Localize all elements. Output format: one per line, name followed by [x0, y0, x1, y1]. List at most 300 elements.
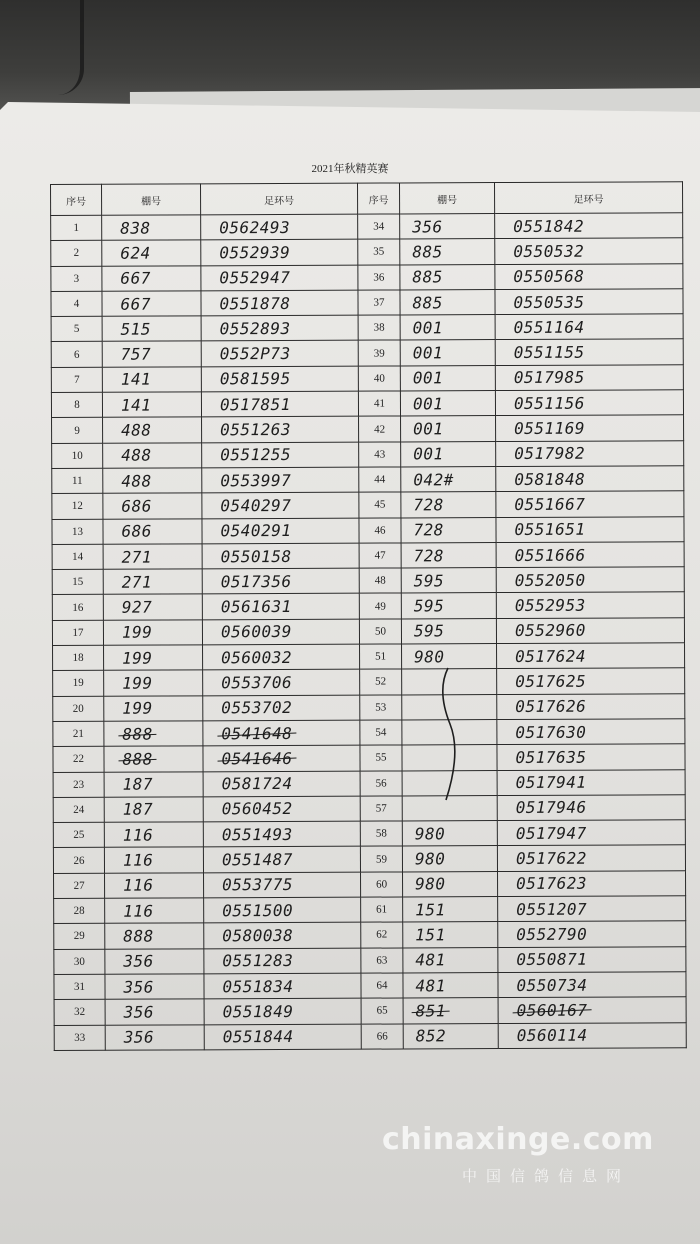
- cable: [58, 0, 84, 95]
- seq-cell-value: 50: [374, 625, 386, 638]
- seq-cell-value: 36: [373, 271, 385, 284]
- loft-cell: [401, 618, 496, 644]
- page-title: 2021年秋精英赛: [311, 163, 389, 175]
- seq-cell: [51, 367, 102, 393]
- seq-cell-value: 5: [73, 323, 80, 336]
- loft-cell: [401, 593, 496, 619]
- ring-cell: [496, 592, 684, 618]
- table-row: [53, 693, 685, 721]
- loft-cell-value: 488: [121, 445, 152, 466]
- ring-cell: [497, 820, 685, 846]
- seq-cell: [358, 340, 400, 365]
- seq-cell-value: 4: [73, 297, 80, 310]
- seq-cell: [358, 315, 400, 340]
- seq-cell: [53, 797, 104, 823]
- ring-cell-value: 0517851: [219, 394, 291, 414]
- seq-cell: [52, 494, 103, 520]
- loft-cell-value: 141: [120, 369, 152, 390]
- loft-cell: [104, 695, 203, 721]
- seq-cell: [360, 745, 402, 770]
- loft-cell-value: 885: [412, 292, 443, 312]
- seq-cell-value: 38: [373, 321, 385, 334]
- seq-cell: [54, 924, 105, 950]
- ring-cell-value: 0581595: [219, 369, 291, 389]
- ring-cell-value: 0517985: [513, 368, 585, 388]
- seq-cell-value: 35: [373, 245, 385, 259]
- loft-cell-value: 851: [415, 1001, 447, 1021]
- table-row: [54, 946, 686, 974]
- seq-cell: [53, 747, 104, 773]
- ring-cell-value: 0541646: [221, 748, 293, 769]
- ring-cell: [204, 973, 361, 999]
- table-row: [52, 567, 684, 595]
- loft-cell: [400, 315, 495, 341]
- seq-cell-value: 55: [375, 751, 387, 764]
- ring-cell-value: 0560167: [516, 1000, 588, 1020]
- loft-cell-value: 187: [122, 774, 154, 794]
- ring-cell: [201, 315, 358, 341]
- loft-cell-value: 927: [121, 597, 153, 617]
- loft-cell-value: 686: [121, 496, 152, 516]
- loft-cell-value: 001: [412, 368, 444, 388]
- loft-cell-value: 199: [121, 622, 153, 643]
- seq-cell: [54, 898, 105, 924]
- seq-cell-value: 9: [74, 424, 80, 437]
- table-body: [51, 213, 687, 1051]
- table-row: [51, 213, 683, 241]
- ring-cell: [203, 821, 360, 847]
- loft-cell: [104, 847, 203, 873]
- loft-cell-value: 595: [413, 596, 445, 616]
- ring-cell-value: 0551834: [222, 976, 294, 996]
- loft-cell-value: 595: [413, 571, 445, 591]
- loft-cell: [403, 922, 498, 948]
- ring-cell: [204, 1024, 361, 1050]
- loft-cell-value: 488: [121, 471, 152, 491]
- ring-cell: [202, 417, 359, 443]
- seq-cell: [358, 214, 400, 239]
- loft-cell-value: 728: [413, 495, 444, 515]
- seq-cell: [358, 265, 400, 290]
- ring-cell-value: 0540297: [220, 495, 292, 516]
- ring-cell-value: 0560032: [221, 647, 293, 667]
- loft-cell: [104, 721, 203, 747]
- table-row: [52, 491, 684, 519]
- seq-cell-value: 21: [72, 727, 84, 740]
- seq-cell: [53, 822, 104, 848]
- seq-cell-value: 63: [376, 954, 388, 967]
- ring-cell-value: 0552893: [219, 318, 291, 339]
- ring-cell-value: 0560452: [221, 799, 293, 819]
- seq-cell-value: 42: [374, 423, 386, 436]
- seq-cell: [359, 619, 401, 644]
- table-row: [53, 668, 685, 696]
- ring-cell-value: 0551283: [222, 951, 294, 971]
- ring-cell: [495, 314, 683, 340]
- loft-cell-value: 481: [415, 975, 446, 995]
- table-row: [53, 845, 685, 873]
- table-row: [51, 390, 683, 418]
- seq-cell-value: 43: [374, 448, 386, 461]
- seq-cell-value: 15: [72, 576, 84, 589]
- table-row: [52, 466, 684, 494]
- seq-cell-value: 27: [73, 879, 85, 892]
- loft-cell: [102, 291, 201, 317]
- ring-cell-value: 0551493: [221, 824, 293, 845]
- loft-cell: [104, 670, 203, 696]
- ring-cell: [497, 693, 685, 719]
- seq-cell-value: 62: [376, 928, 388, 942]
- ring-cell-value: 0517947: [515, 823, 587, 843]
- loft-cell-value: 667: [120, 268, 151, 288]
- seq-cell: [359, 568, 401, 593]
- loft-cell: [104, 822, 203, 848]
- ring-cell: [201, 214, 358, 240]
- loft-cell: [402, 846, 497, 872]
- table-row: [53, 643, 685, 671]
- seq-cell: [360, 720, 402, 745]
- loft-cell-value: 980: [415, 874, 446, 894]
- seq-cell: [52, 569, 103, 595]
- loft-cell-value: 356: [123, 951, 154, 971]
- ring-cell: [202, 619, 359, 645]
- ring-cell-value: 0517622: [515, 848, 587, 869]
- ring-cell: [201, 366, 358, 392]
- ring-cell: [202, 543, 359, 569]
- ring-cell: [498, 997, 686, 1023]
- loft-cell: [400, 340, 495, 366]
- ring-cell: [201, 391, 358, 417]
- ring-cell-value: 0551255: [220, 445, 292, 465]
- loft-cell: [105, 873, 204, 899]
- ring-cell-value: 0550871: [516, 949, 588, 970]
- ring-cell: [496, 466, 684, 492]
- seq-cell-value: 11: [71, 474, 83, 488]
- seq-cell-value: 25: [73, 829, 85, 842]
- ring-cell-value: 0551844: [222, 1027, 294, 1047]
- seq-cell-value: 10: [71, 449, 83, 462]
- seq-cell: [54, 949, 105, 975]
- seq-cell-value: 20: [72, 702, 84, 715]
- ring-cell: [203, 720, 360, 746]
- table-row: [51, 365, 683, 393]
- loft-cell: [104, 746, 203, 772]
- seq-cell-value: 54: [375, 726, 387, 739]
- table-row: [53, 820, 685, 848]
- ring-cell: [496, 491, 684, 517]
- ring-cell-value: 0517624: [515, 646, 587, 666]
- ring-cell: [497, 769, 685, 795]
- loft-cell: [104, 771, 203, 797]
- ring-cell-value: 0562493: [219, 217, 291, 237]
- loft-cell: [400, 264, 495, 290]
- loft-cell: [403, 1023, 498, 1049]
- loft-cell: [102, 215, 201, 241]
- table-row: [52, 415, 684, 443]
- ring-cell: [203, 745, 360, 771]
- seq-cell-value: 41: [373, 397, 385, 410]
- loft-cell: [102, 392, 201, 418]
- loft-cell: [103, 594, 202, 620]
- ring-cell: [497, 795, 685, 821]
- ring-cell: [204, 948, 361, 974]
- ring-cell: [204, 897, 361, 923]
- ring-cell-value: 0551207: [516, 899, 588, 919]
- seq-cell: [51, 392, 102, 418]
- seq-cell: [359, 467, 401, 492]
- ring-cell-value: 0553775: [222, 875, 294, 895]
- ring-cell-value: 0551263: [220, 419, 292, 440]
- header-loft-left: 棚号: [102, 184, 201, 215]
- loft-cell-value: 199: [122, 698, 153, 718]
- seq-cell: [53, 772, 104, 798]
- seq-cell: [53, 696, 104, 722]
- seq-cell: [360, 796, 402, 821]
- ring-cell-value: 0551164: [513, 317, 585, 337]
- seq-cell-value: 49: [374, 600, 386, 613]
- ring-cell: [498, 870, 686, 896]
- seq-cell-value: 34: [373, 220, 385, 233]
- loft-cell-value: 888: [122, 724, 153, 744]
- seq-cell-value: 19: [72, 677, 84, 690]
- seq-cell-value: 13: [71, 525, 84, 538]
- loft-cell: [102, 341, 201, 367]
- seq-cell-value: 45: [374, 498, 386, 511]
- seq-cell-value: 2: [73, 247, 80, 260]
- loft-cell-value: 728: [413, 545, 445, 565]
- seq-cell: [360, 644, 402, 669]
- seq-cell: [360, 771, 402, 796]
- loft-cell: [403, 947, 498, 973]
- ring-cell: [202, 442, 359, 468]
- loft-cell: [401, 517, 496, 543]
- loft-cell-value: 116: [122, 850, 154, 870]
- ring-cell-value: 0552790: [516, 924, 588, 944]
- seq-cell-value: 17: [72, 626, 84, 639]
- seq-cell: [54, 999, 105, 1025]
- continuation-bracket: [436, 664, 466, 804]
- ring-cell-value: 0551500: [222, 900, 294, 920]
- table-row: [54, 921, 686, 949]
- loft-cell-value: 271: [121, 572, 153, 592]
- loft-cell-value: 356: [412, 216, 443, 237]
- loft-cell: [401, 492, 496, 518]
- seq-cell-value: 52: [375, 676, 387, 689]
- ring-cell: [496, 440, 684, 466]
- loft-cell-value: 356: [123, 977, 154, 997]
- ring-cell-value: 0550568: [513, 266, 585, 287]
- table-row: [54, 870, 686, 898]
- ring-cell: [202, 467, 359, 493]
- seq-cell: [52, 519, 103, 545]
- ring-cell: [204, 872, 361, 898]
- watermark-domain: chinaxinge.com: [382, 1122, 654, 1157]
- seq-cell: [361, 948, 403, 973]
- seq-cell: [52, 544, 103, 570]
- seq-cell: [51, 291, 102, 317]
- ring-cell: [201, 239, 358, 265]
- table-row: [53, 769, 685, 797]
- header-seq-right: 序号: [357, 183, 399, 214]
- seq-cell-value: 23: [73, 778, 85, 791]
- seq-cell: [51, 215, 102, 241]
- seq-cell: [51, 316, 102, 342]
- ring-cell-value: 0551667: [514, 494, 586, 514]
- seq-cell: [51, 241, 102, 267]
- seq-cell: [52, 443, 103, 469]
- ring-cell: [203, 796, 360, 822]
- seq-cell: [358, 239, 400, 264]
- loft-cell: [400, 289, 495, 315]
- ring-cell-value: 0561631: [220, 597, 292, 617]
- table-row: [53, 719, 685, 747]
- ring-cell-value: 0517630: [515, 722, 587, 742]
- ring-cell-value: 0517625: [515, 671, 587, 691]
- ring-cell: [204, 998, 361, 1024]
- table-row: [51, 314, 683, 342]
- ring-cell-value: 0541648: [221, 723, 293, 743]
- seq-cell: [51, 266, 102, 292]
- seq-cell: [360, 695, 402, 720]
- table-row: [52, 516, 684, 544]
- ring-cell: [495, 339, 683, 365]
- loft-cell-value: 852: [415, 1026, 447, 1046]
- ring-cell-value: 0551155: [513, 342, 585, 363]
- ring-cell-value: 0552939: [219, 242, 291, 263]
- loft-cell: [401, 441, 496, 467]
- loft-cell: [403, 972, 498, 998]
- loft-cell-value: 001: [413, 444, 444, 464]
- loft-cell-value: 515: [120, 319, 152, 339]
- loft-cell: [103, 569, 202, 595]
- seq-cell-value: 64: [376, 979, 388, 992]
- header-seq-left: 序号: [51, 184, 102, 215]
- ring-cell: [201, 265, 358, 291]
- seq-cell-value: 48: [374, 574, 386, 587]
- ring-cell: [498, 921, 686, 947]
- ring-cell: [498, 972, 686, 998]
- seq-cell-value: 29: [73, 930, 85, 943]
- loft-cell: [102, 367, 201, 393]
- seq-cell: [361, 872, 403, 897]
- seq-cell: [52, 418, 103, 444]
- seq-cell: [54, 873, 105, 899]
- seq-cell-value: 46: [374, 524, 386, 537]
- loft-cell: [403, 998, 498, 1024]
- seq-cell: [52, 620, 103, 646]
- ring-cell: [498, 946, 686, 972]
- seq-cell-value: 32: [74, 1006, 86, 1019]
- loft-cell-value: 151: [415, 925, 446, 945]
- ring-cell-value: 0517982: [514, 443, 586, 464]
- seq-cell: [359, 543, 401, 568]
- seq-cell-value: 3: [73, 272, 80, 285]
- ring-cell-value: 0517623: [516, 874, 588, 894]
- seq-cell-value: 58: [375, 827, 387, 840]
- loft-cell: [104, 797, 203, 823]
- seq-cell-value: 59: [375, 853, 387, 866]
- seq-cell: [359, 593, 401, 618]
- watermark-site-name: 中国信鸽信息网: [462, 1167, 631, 1185]
- ring-cell: [496, 617, 684, 643]
- table-row: [54, 997, 686, 1025]
- loft-cell: [403, 897, 498, 923]
- ring-cell-value: 0552960: [514, 621, 586, 641]
- ring-cell: [497, 668, 685, 694]
- loft-cell-value: 885: [412, 267, 443, 287]
- seq-cell-value: 57: [375, 802, 387, 815]
- loft-cell-value: 757: [120, 344, 152, 364]
- ring-cell-value: 0550535: [513, 292, 585, 312]
- seq-cell-value: 18: [72, 652, 84, 665]
- seq-cell: [53, 721, 104, 747]
- loft-cell-value: 488: [121, 420, 152, 440]
- ring-cell-value: 0551842: [513, 216, 585, 236]
- loft-cell-value: 141: [120, 395, 152, 415]
- ring-cell-value: 0551169: [514, 418, 586, 438]
- seq-cell-value: 47: [374, 549, 386, 562]
- table-row: [54, 1022, 686, 1050]
- ring-cell-value: 0581848: [514, 469, 586, 489]
- ring-cell-value: 0551878: [219, 293, 291, 313]
- seq-cell-value: 24: [73, 803, 85, 816]
- seq-cell: [358, 391, 400, 416]
- ring-cell: [495, 238, 683, 264]
- seq-cell: [51, 342, 102, 368]
- seq-cell: [52, 595, 103, 621]
- loft-cell: [103, 518, 202, 544]
- seq-cell-value: 14: [72, 550, 84, 563]
- table-header-row: [51, 182, 683, 216]
- ring-cell: [203, 847, 360, 873]
- loft-cell-value: 728: [413, 520, 444, 540]
- ring-cell-value: 0551849: [222, 1001, 294, 1022]
- table-row: [54, 896, 686, 924]
- seq-cell: [359, 416, 401, 441]
- loft-cell-value: 667: [120, 294, 151, 314]
- header-loft-right: 棚号: [399, 183, 494, 214]
- ring-cell: [202, 594, 359, 620]
- table-row: [52, 592, 684, 620]
- ring-cell: [495, 263, 683, 289]
- loft-cell-value: 199: [122, 648, 153, 668]
- loft-cell-value: 001: [412, 343, 444, 363]
- loft-cell-value: 888: [123, 926, 154, 946]
- loft-cell-value: 980: [414, 849, 446, 869]
- ring-cell-value: 0517946: [515, 798, 587, 818]
- table-row: [54, 972, 686, 1000]
- seq-cell: [361, 998, 403, 1023]
- ring-cell-value: 0553702: [221, 698, 293, 718]
- loft-cell-value: 001: [413, 419, 444, 439]
- loft-cell-value: 481: [415, 950, 446, 970]
- loft-cell-value: 686: [121, 521, 152, 541]
- loft-cell: [400, 214, 495, 240]
- loft-cell: [103, 620, 202, 646]
- seq-cell: [53, 671, 104, 697]
- ring-cell: [498, 1022, 686, 1048]
- ring-table: [50, 181, 687, 1051]
- seq-cell-value: 44: [374, 473, 386, 486]
- ring-cell-value: 0551156: [513, 393, 585, 413]
- ring-cell: [495, 365, 683, 391]
- seq-cell: [361, 1023, 403, 1048]
- loft-cell: [403, 871, 498, 897]
- ring-cell: [203, 695, 360, 721]
- loft-cell-value: 888: [122, 749, 153, 769]
- loft-cell: [401, 542, 496, 568]
- seq-cell: [361, 897, 403, 922]
